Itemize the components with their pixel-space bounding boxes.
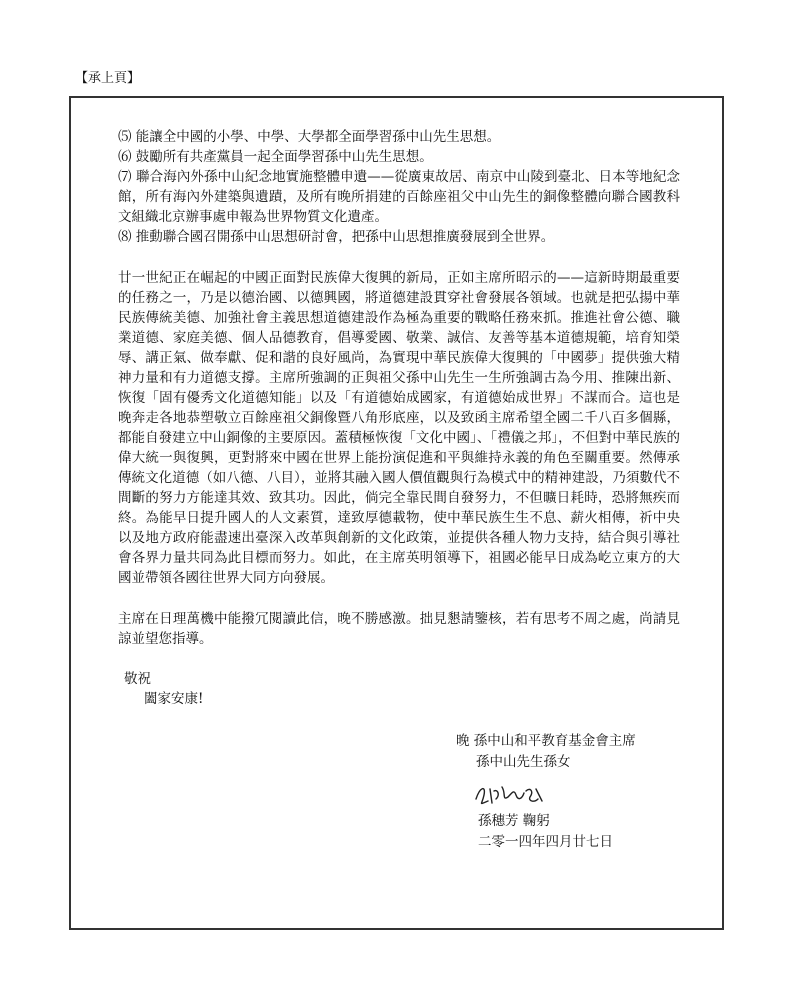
signer-title: 晚 孫中山和平教育基金會主席	[456, 733, 636, 749]
letter-date: 二零一四年四月廿七日	[478, 834, 613, 850]
list-item	[118, 127, 680, 147]
list-item-text: 推動聯合國召開孫中山思想研討會，把孫中山思想推廣發展到全世界。	[135, 229, 555, 245]
body-paragraph-main: 廿一世紀正在崛起的中國正面對民族偉大復興的新局，正如主席所昭示的——這新時期最重要的任務之一，乃是以德治國、以德興國，將道德建設貫穿社會發展各領域。也就是把弘揚中華民族傳統美德、加強社會主義思想道德建設作為極為重要的戰略任務來抓。推進社會公德、職業道德、家庭美德、個人品德教育，倡導愛國、敬業、誠信、友善等基本道德規範，培育知榮辱、講正氣、做奉獻、促和諧的良好風尚，為實現中華民族偉大復興的「中國夢」提供強大精神力量和有力道德支撐。主席所強調的正與祖父孫中山先生一生所強調古為今用、推陳出新、恢復「固有優秀文化道德知能」以及「有道德始成國家，有道德始成世界」不謀而合。這也是晚奔走各地恭塑敬立百餘座祖父銅像暨八角形底座，以及致函主席希望全國二千八百多個縣，都能自發建立中山銅像的主要原因。蓋積極恢復「文化中國」、「禮儀之邦」，不但對中華民族的偉大統一與復興，更對將來中國在世界上能扮演促進和平與維持永義的角色至關重要。然傳承傳統文化道德（如八德、八目），並將其融入國人價值觀與行為模式中的精神建設，乃須數代不間斷的努力方能達其效、致其功。因此，倘完全靠民間自發努力，不但曠日耗時，恐將無疾而終。為能早日提升國人的人文素質，達致厚德載物，使中華民族生生不息、薪火相傳，祈中央以及地方政府能盡速出臺深入改革與創新的文化政策，並提供各種人物力支持，結合與引導社會各界力量共同為此目標而努力。如此，在主席英明領導下，祖國必能早日成為屹立東方的大國並帶領各國往世界大同方向發展。	[118, 270, 680, 586]
list-item-text: 聯合海內外孫中山紀念地實施整體申遺——從廣東故居、南京中山陵到臺北、日本等地紀念館，所有海內外建築與遺蹟，及所有晚所捐建的百餘座祖父中山先生的銅像整體向聯合國教科文組織北京辦事處申報為世界物質文化遺產。	[118, 169, 681, 225]
list-item-number: ⑸	[118, 129, 132, 145]
continued-from-previous-page-label: 【承上頁】	[75, 71, 141, 86]
list-item-number: ⑻	[118, 229, 132, 245]
list-item	[118, 227, 680, 247]
body-paragraph-thanks: 主席在日理萬機中能撥冗閱讀此信，晚不勝感激。拙見懇請鑒核，若有思考不周之處，尚請見諒並望您指導。	[118, 611, 680, 647]
list-item-number: ⑺	[118, 169, 132, 185]
signer-relation: 孫中山先生孫女	[476, 754, 571, 770]
list-item-number: ⑹	[118, 149, 132, 165]
signature-block	[456, 731, 636, 853]
handwritten-signature-icon	[472, 781, 552, 809]
closing-line-2: 闔家安康!	[144, 691, 204, 707]
list-item	[118, 167, 680, 227]
list-item	[118, 147, 680, 167]
closing-line-1: 敬祝	[124, 671, 151, 687]
list-item-text: 鼓勵所有共產黨員一起全面學習孫中山先生思想。	[135, 149, 433, 165]
letter-body	[118, 127, 680, 649]
signer-name: 孫穗芳 鞠躬	[478, 813, 550, 829]
closing-salutation	[124, 669, 203, 709]
proposal-list	[118, 127, 680, 247]
list-item-text: 能讓全中國的小學、中學、大學都全面學習孫中山先生思想。	[135, 129, 501, 145]
